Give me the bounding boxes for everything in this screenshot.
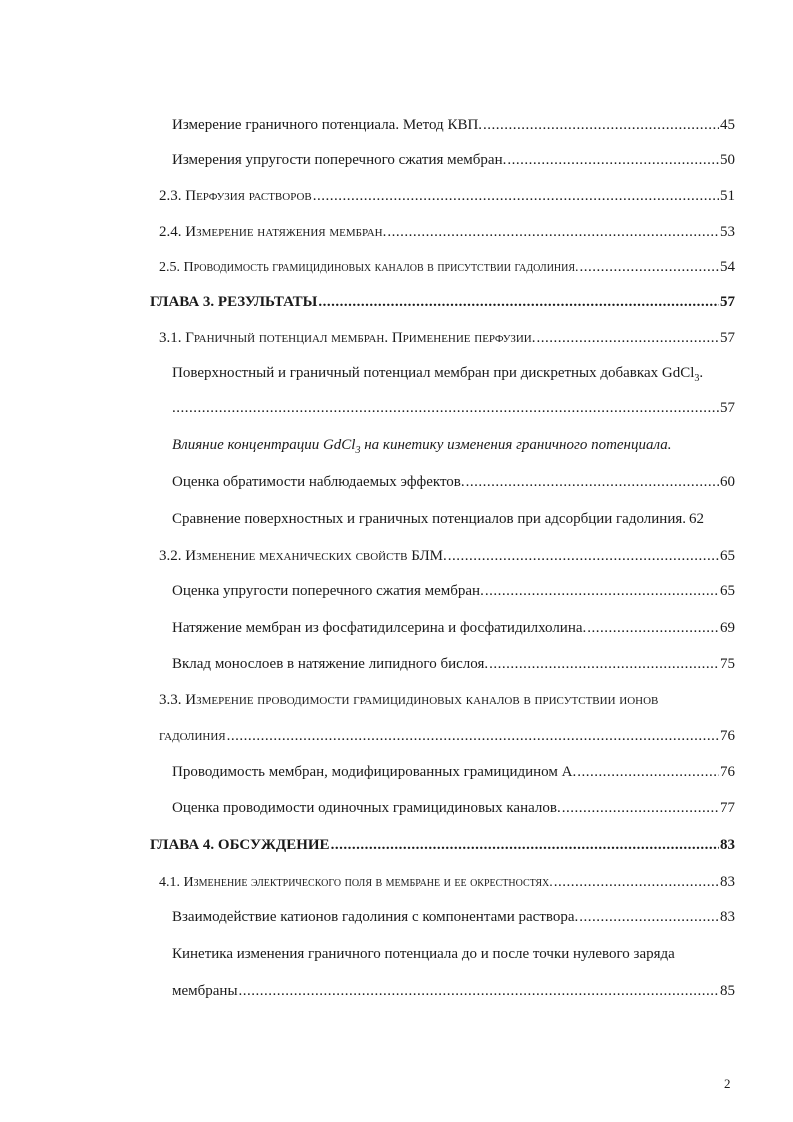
toc-entry-title: Измерения упругости поперечного сжатия мембран.: [172, 152, 507, 168]
dot-leader: [579, 908, 719, 926]
toc-entry-page: 85: [720, 983, 735, 999]
dot-leader: [387, 223, 719, 241]
toc-entry-title-line[interactable]: Влияние концентрации GdCl$_3$ на кинетику изменения граничного потенциала.: [172, 437, 672, 456]
dot-leader: [313, 187, 719, 205]
toc-entry[interactable]: [159, 223, 735, 241]
toc-entry-title: Вклад монослоев в натяжение липидного бислоя.: [172, 656, 489, 672]
toc-entry-title: Сравнение поверхностных и граничных потенциалов при адсорбции гадолиния.: [172, 511, 686, 527]
toc-entry-title: 4.1. Изменение электрического поля в мембране и ее окрестностях.: [159, 875, 553, 890]
toc-entry-page: 54: [720, 259, 735, 275]
dot-leader: [562, 799, 719, 817]
toc-entry[interactable]: [172, 582, 735, 600]
toc-chapter-page: 57: [720, 294, 735, 310]
toc-entry-page: 83: [720, 909, 735, 925]
page-number: 2: [724, 1076, 731, 1091]
toc-entry-page: 62: [689, 511, 704, 527]
dot-leader: [172, 399, 719, 417]
toc-entry-page: 57: [720, 330, 735, 346]
toc-entry[interactable]: [159, 873, 735, 892]
toc-entry[interactable]: [159, 258, 735, 277]
toc-chapter-title: ГЛАВА 4. ОБСУЖДЕНИЕ: [150, 837, 330, 853]
toc-entry[interactable]: [172, 763, 735, 781]
toc-entry[interactable]: [172, 116, 735, 134]
toc-entry-title: 2.5. Проводимость грамицидиновых каналов в присутствии гадолиния.: [159, 260, 579, 275]
toc-chapter-page: 83: [720, 837, 735, 853]
toc-entry-title-line[interactable]: Поверхностный и граничный потенциал мембран при дискретных добавках GdCl$_3$.: [172, 365, 704, 384]
toc-entry[interactable]: [172, 799, 735, 817]
toc-entry-page: 51: [720, 188, 735, 204]
toc-chapter[interactable]: [150, 836, 735, 854]
toc-entry-title: мембраны: [172, 983, 238, 999]
toc-entry-continuation[interactable]: [159, 727, 735, 745]
dot-leader: [318, 293, 719, 311]
toc-entry-page: 65: [720, 583, 735, 599]
toc-entry-page: 50: [720, 152, 735, 168]
dot-leader: [448, 547, 719, 565]
dot-leader: [239, 982, 719, 1000]
dot-leader: [554, 873, 719, 891]
toc-entry-title: Взаимодействие катионов гадолиния с компонентами раствора.: [172, 909, 579, 925]
toc-entry-title: Измерение граничного потенциала. Метод КВП.: [172, 117, 483, 133]
toc-entry[interactable]: [172, 908, 735, 926]
toc-entry-title: гадолиния: [159, 728, 226, 744]
dot-leader: [507, 151, 719, 169]
toc-entry-page: 77: [720, 800, 735, 816]
dot-leader: [587, 619, 719, 637]
toc-entry-page: 83: [720, 874, 735, 890]
toc-entry[interactable]: [159, 329, 735, 347]
dot-leader: [466, 473, 719, 491]
dot-leader: [331, 836, 719, 854]
toc-entry[interactable]: [172, 619, 735, 637]
toc-chapter[interactable]: [150, 293, 735, 311]
dot-leader: [485, 582, 719, 600]
toc-entry-title: 2.3. Перфузия растворов: [159, 188, 312, 204]
toc-entry-title-line[interactable]: 3.3. Измерение проводимости грамицидиновых каналов в присутствии ионов: [159, 692, 659, 708]
toc-entry[interactable]: [159, 187, 735, 205]
dot-leader: [580, 258, 719, 276]
toc-entry[interactable]: [172, 151, 735, 169]
toc-entry-page: 53: [720, 224, 735, 240]
dot-leader: [577, 763, 719, 781]
toc-entry[interactable]: [159, 547, 735, 565]
toc-entry-page: 76: [720, 728, 735, 744]
toc-entry-title: Оценка проводимости одиночных грамицидиновых каналов.: [172, 800, 561, 816]
toc-entry-title: 2.4. Измерение натяжения мембран.: [159, 224, 387, 240]
toc-entry-page: 60: [720, 474, 735, 490]
toc-entry-page: 57: [720, 400, 735, 416]
dot-leader: [489, 655, 719, 673]
toc-entry-title: Оценка обратимости наблюдаемых эффектов.: [172, 474, 465, 490]
toc-entry-title: 3.2. Изменение механических свойств БЛМ.: [159, 548, 447, 564]
toc-entry[interactable]: [172, 510, 735, 528]
toc-entry-title: Оценка упругости поперечного сжатия мембран.: [172, 583, 484, 599]
toc-entry-page: 69: [720, 620, 735, 636]
toc-chapter-title: ГЛАВА 3. РЕЗУЛЬТАТЫ: [150, 294, 318, 310]
toc-entry-page: 65: [720, 548, 735, 564]
toc-entry-page: 76: [720, 764, 735, 780]
toc-entry-title: 3.1. Граничный потенциал мембран. Применение перфузии.: [159, 330, 536, 346]
toc-entry[interactable]: [172, 655, 735, 673]
dot-leader: [483, 116, 719, 134]
toc-entry-title: Натяжение мембран из фосфатидилсерина и фосфатидилхолина.: [172, 620, 587, 636]
toc-entry[interactable]: [172, 473, 735, 491]
dot-leader: [227, 727, 719, 745]
toc-entry-page: 75: [720, 656, 735, 672]
toc-entry-page: 45: [720, 117, 735, 133]
toc-entry-continuation[interactable]: [172, 982, 735, 1000]
toc-entry-title-line[interactable]: Кинетика изменения граничного потенциала до и после точки нулевого заряда: [172, 946, 675, 962]
toc-entry-title: Проводимость мембран, модифицированных грамицидином А.: [172, 764, 577, 780]
toc-entry-continuation[interactable]: [172, 399, 735, 417]
dot-leader: [537, 329, 719, 347]
